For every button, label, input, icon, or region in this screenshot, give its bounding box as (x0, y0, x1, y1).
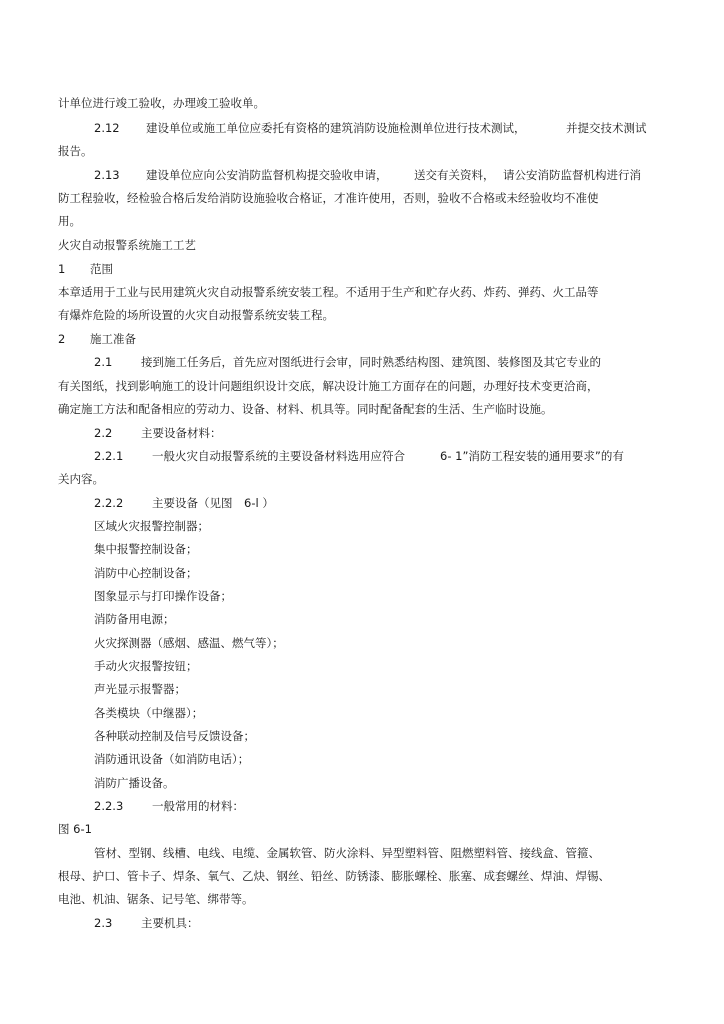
list-item: 各种联动控制及信号反馈设备； (94, 729, 255, 743)
figure-reference: 6-l ） (244, 496, 274, 510)
section-number: 2.2 (94, 426, 113, 440)
text-line: 并提交技术测试 (566, 121, 647, 135)
text-line: 计单位进行竣工验收，办理竣工验收单。 (58, 96, 265, 110)
section-number: 2.3 (94, 916, 113, 930)
text-line: 请公安消防监督机构进行消 (503, 168, 641, 182)
section-number: 1 (58, 262, 66, 276)
text-line: 关内容。 (58, 472, 104, 486)
text-line: 防工程验收，经检验合格后发给消防设施验收合格证，才准许使用，否则，验收不合格或未经验收均不准使 (58, 191, 599, 205)
text-line: 有关图纸，找到影响施工的设计问题组织设计交底，解决设计施工方面存在的问题，办理好技术变更洽商， (58, 379, 599, 393)
list-item: 火灾探测器（感烟、感温、燃气等）； (94, 636, 284, 650)
text-line: 建设单位或施工单位应委托有资格的建筑消防设施检测单位进行技术测试， (146, 121, 526, 135)
text-line: 电池、机油、锯条、记号笔、绑带等。 (58, 892, 254, 906)
text-line: 根母、护口、管卡子、焊条、氧气、乙炔、钢丝、铅丝、防锈漆、膨胀螺栓、胀塞、成套螺丝、焊油、焊锡、 (58, 869, 610, 883)
text-line: 确定施工方法和配备相应的劳动力、设备、材料、机具等。同时配备配套的生活、生产临时设施。 (58, 402, 553, 416)
section-number: 2.12 (94, 121, 120, 135)
section-heading: 主要机具： (141, 916, 199, 930)
section-number: 2.13 (94, 168, 120, 182)
section-heading: 施工准备 (90, 332, 136, 346)
section-heading: 火灾自动报警系统施工工艺 (58, 238, 196, 252)
list-item: 消防备用电源； (94, 612, 175, 626)
list-item: 消防广播设备。 (94, 776, 175, 790)
text-line: 一般火灾自动报警系统的主要设备材料选用应符合 (152, 449, 405, 463)
section-number: 2.2.3 (94, 799, 124, 813)
section-heading: 一般常用的材料： (152, 799, 244, 813)
list-item: 集中报警控制设备； (94, 542, 198, 556)
section-number: 2 (58, 332, 66, 346)
text-line: 有爆炸危险的场所设置的火灾自动报警系统安装工程。 (58, 308, 334, 322)
section-heading: 主要设备材料： (141, 426, 222, 440)
text-line: 接到施工任务后，首先应对图纸进行会审，同时熟悉结构图、建筑图、装修图及其它专业的 (141, 355, 601, 369)
section-heading: 主要设备（见图 (152, 496, 233, 510)
text-line: 送交有关资料， (414, 168, 495, 182)
text-line: 建设单位应向公安消防监督机构提交验收申请， (146, 168, 388, 182)
text-line: 报告。 (58, 144, 93, 158)
list-item: 消防通讯设备（如消防电话）； (94, 752, 250, 766)
list-item: 消防中心控制设备； (94, 566, 198, 580)
list-item: 声光显示报警器； (94, 682, 186, 696)
text-line: 6- 1”消防工程安装的通用要求”的有 (440, 449, 624, 463)
list-item: 各类模块（中继器）； (94, 706, 204, 720)
list-item: 图象显示与打印操作设备； (94, 589, 232, 603)
section-number: 2.1 (94, 355, 113, 369)
section-number: 2.2.1 (94, 449, 124, 463)
text-line: 本章适用于工业与民用建筑火灾自动报警系统安装工程。不适用于生产和贮存火药、炸药、弹药、火工品等 (58, 285, 599, 299)
text-line: 用。 (58, 214, 81, 228)
figure-label: 图 6-1 (58, 822, 92, 836)
list-item: 区域火灾报警控制器； (94, 519, 209, 533)
section-heading: 范围 (90, 262, 113, 276)
list-item: 手动火灾报警按钮； (94, 659, 198, 673)
text-line: 管材、型钢、线槽、电线、电缆、金属软管、防火涂料、异型塑料管、阻燃塑料管、接线盒、管箍、 (94, 846, 600, 860)
section-number: 2.2.2 (94, 496, 124, 510)
